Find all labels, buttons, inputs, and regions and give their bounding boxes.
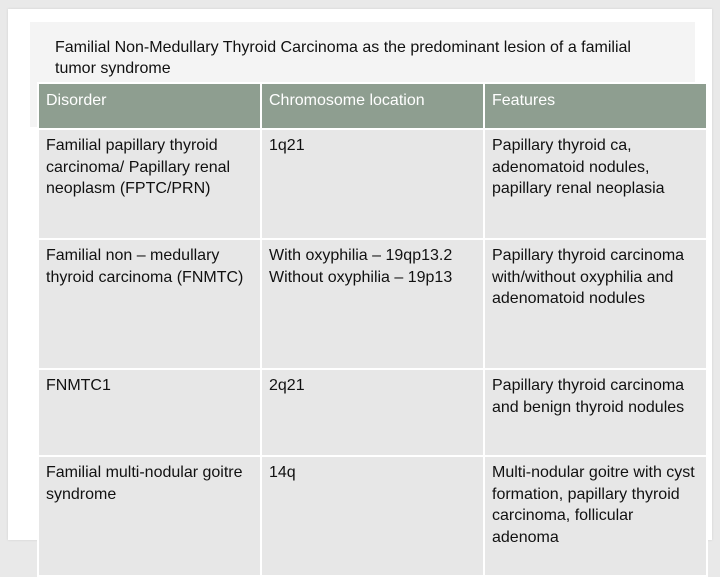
slide-title: Familial Non-Medullary Thyroid Carcinoma as the predominant lesion of a familial tumor syndrome xyxy=(55,39,631,77)
table-row xyxy=(38,239,707,369)
cell-features: Papillary thyroid carcinoma and benign thyroid nodules xyxy=(484,369,707,456)
cell-chromosome-location: With oxyphilia – 19qp13.2 Without oxyphilia – 19p13 xyxy=(261,239,484,369)
cell-features: Multi-nodular goitre with cyst formation, papillary thyroid carcinoma, follicular adenoma xyxy=(484,456,707,576)
header-disorder: Disorder xyxy=(38,83,261,129)
cell-features: Papillary thyroid ca, adenomatoid nodules, papillary renal neoplasia xyxy=(484,129,707,239)
cell-chromosome-location: 2q21 xyxy=(261,369,484,456)
cell-disorder: FNMTC1 xyxy=(38,369,261,456)
cell-disorder: Familial multi-nodular goitre syndrome xyxy=(38,456,261,576)
header-features: Features xyxy=(484,83,707,129)
table-row xyxy=(38,456,707,576)
cell-disorder: Familial non – medullary thyroid carcinoma (FNMTC) xyxy=(38,239,261,369)
cell-disorder: Familial papillary thyroid carcinoma/ Papillary renal neoplasm (FPTC/PRN) xyxy=(38,129,261,239)
table-row xyxy=(38,129,707,239)
table-row xyxy=(38,369,707,456)
table-header-row xyxy=(38,83,707,129)
header-chromosome-location: Chromosome location xyxy=(261,83,484,129)
cell-features: Papillary thyroid carcinoma with/without oxyphilia and adenomatoid nodules xyxy=(484,239,707,369)
cell-chromosome-location: 1q21 xyxy=(261,129,484,239)
disorder-table xyxy=(37,82,708,577)
cell-chromosome-location: 14q xyxy=(261,456,484,576)
